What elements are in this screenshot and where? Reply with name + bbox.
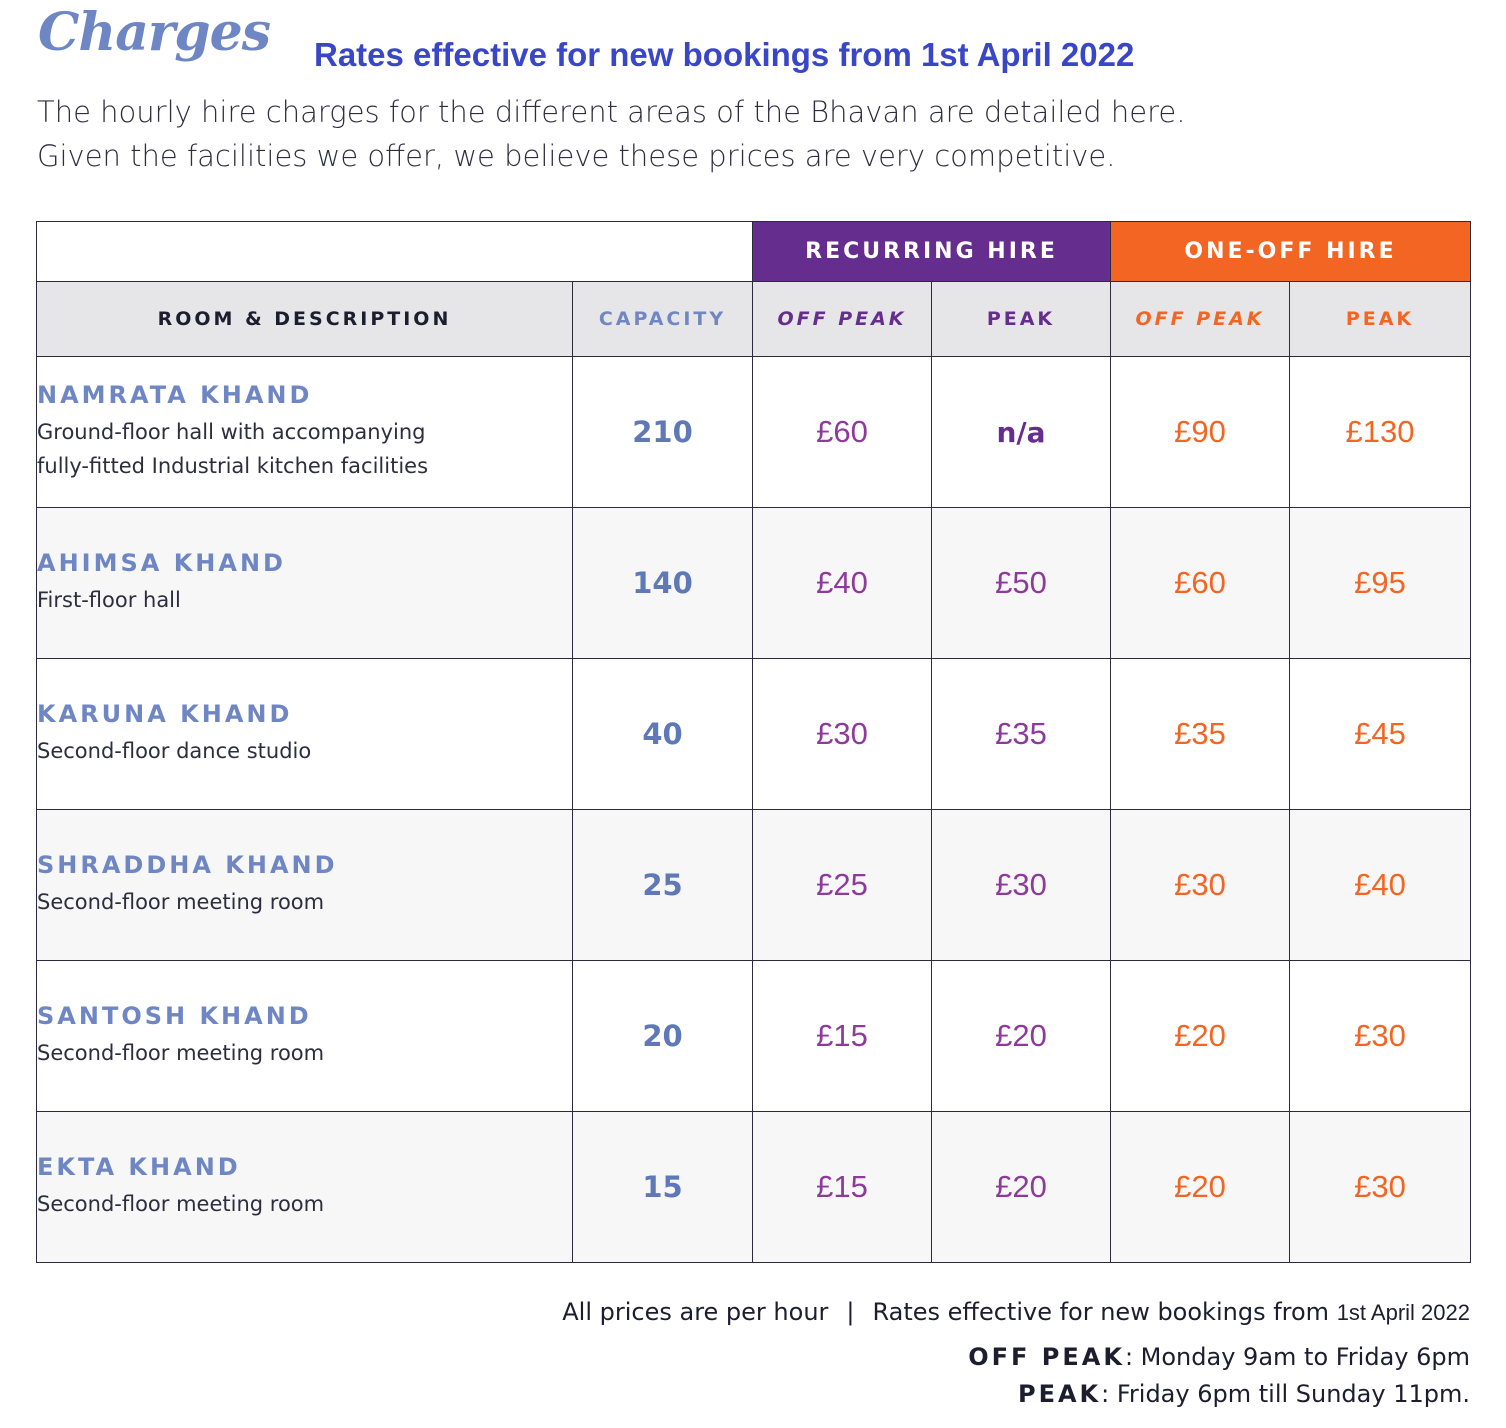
col-capacity: CAPACITY — [573, 282, 753, 357]
one-off-off-peak-price: £90 — [1111, 357, 1290, 508]
recurring-peak-price: £20 — [932, 1112, 1111, 1263]
group-header-row — [37, 222, 1471, 282]
off-peak-key: OFF PEAK — [968, 1343, 1125, 1371]
room-cell — [37, 810, 573, 961]
table-row — [37, 659, 1471, 810]
capacity-cell: 25 — [573, 810, 753, 961]
one-off-off-peak-price: £20 — [1111, 1112, 1290, 1263]
one-off-peak-price: £30 — [1290, 961, 1471, 1112]
room-description: Second-floor meeting room — [37, 890, 325, 914]
room-description: First-floor hall — [37, 588, 181, 612]
room-cell — [37, 508, 573, 659]
table-row — [37, 508, 1471, 659]
recurring-off-peak-price: £25 — [753, 810, 932, 961]
footer-separator: | — [846, 1298, 855, 1326]
capacity-cell: 210 — [573, 357, 753, 508]
recurring-peak-price: £50 — [932, 508, 1111, 659]
one-off-off-peak-price: £20 — [1111, 961, 1290, 1112]
one-off-off-peak-price: £60 — [1111, 508, 1290, 659]
room-name: SANTOSH KHAND — [37, 1002, 312, 1030]
peak-value: : Friday 6pm till Sunday 11pm. — [1101, 1380, 1470, 1408]
peak-key: PEAK — [1017, 1380, 1102, 1408]
room-cell — [37, 1112, 573, 1263]
effective-date: 1st April 2022 — [1336, 1300, 1470, 1325]
col-room-description: ROOM & DESCRIPTION — [37, 282, 573, 357]
col-recurring-off-peak: OFF PEAK — [753, 282, 932, 357]
table-row — [37, 961, 1471, 1112]
intro-text — [37, 90, 1337, 178]
room-cell — [37, 961, 573, 1112]
group-blank-cell — [37, 222, 753, 282]
room-description: Second-floor dance studio — [37, 739, 312, 763]
one-off-peak-price: £40 — [1290, 810, 1471, 961]
table-row — [37, 810, 1471, 961]
room-name: NAMRATA KHAND — [37, 381, 313, 409]
one-off-peak-price: £95 — [1290, 508, 1471, 659]
recurring-hire-header: RECURRING HIRE — [753, 222, 1111, 282]
column-header-row — [37, 282, 1471, 357]
col-one-off-peak: PEAK — [1290, 282, 1471, 357]
intro-line-2: Given the facilities we offer, we believe these prices are very competitive. — [37, 139, 1116, 173]
one-off-off-peak-price: £30 — [1111, 810, 1290, 961]
recurring-peak-price: £30 — [932, 810, 1111, 961]
rates-effective-heading: Rates effective for new bookings from 1st April 2022 — [314, 36, 1135, 73]
recurring-off-peak-price: £60 — [753, 357, 932, 508]
room-name: SHRADDHA KHAND — [37, 851, 338, 879]
one-off-hire-header: ONE-OFF HIRE — [1111, 222, 1471, 282]
capacity-cell: 15 — [573, 1112, 753, 1263]
charges-table — [36, 221, 1471, 1263]
col-one-off-off-peak: OFF PEAK — [1111, 282, 1290, 357]
capacity-cell: 40 — [573, 659, 753, 810]
recurring-off-peak-price: £30 — [753, 659, 932, 810]
room-description: Second-floor meeting room — [37, 1192, 325, 1216]
recurring-off-peak-price: £40 — [753, 508, 932, 659]
room-cell — [37, 659, 573, 810]
one-off-peak-price: £30 — [1290, 1112, 1471, 1263]
off-peak-definition — [968, 1343, 1470, 1371]
col-recurring-peak: PEAK — [932, 282, 1111, 357]
room-name: EKTA KHAND — [37, 1153, 241, 1181]
page-title: Charges — [38, 2, 271, 63]
one-off-off-peak-price: £35 — [1111, 659, 1290, 810]
peak-definition — [1018, 1380, 1470, 1408]
room-name: AHIMSA KHAND — [37, 549, 286, 577]
table-row — [37, 357, 1471, 508]
room-name: KARUNA KHAND — [37, 700, 293, 728]
room-description-line-2: fully-fitted Industrial kitchen facilities — [37, 454, 429, 478]
recurring-peak-price: n/a — [932, 357, 1111, 508]
capacity-cell: 20 — [573, 961, 753, 1112]
off-peak-value: : Monday 9am to Friday 6pm — [1124, 1343, 1470, 1371]
room-description: Second-floor meeting room — [37, 1041, 325, 1065]
one-off-peak-price: £130 — [1290, 357, 1471, 508]
table-row — [37, 1112, 1471, 1263]
per-hour-note: All prices are per hour — [562, 1298, 829, 1326]
room-cell — [37, 357, 573, 508]
intro-line-1: The hourly hire charges for the different areas of the Bhavan are detailed here. — [37, 95, 1186, 129]
capacity-cell: 140 — [573, 508, 753, 659]
footer-pricing-note — [562, 1298, 1470, 1326]
recurring-off-peak-price: £15 — [753, 961, 932, 1112]
recurring-peak-price: £20 — [932, 961, 1111, 1112]
room-description: Ground-floor hall with accompanying — [37, 420, 426, 444]
effective-text: Rates effective for new bookings from — [872, 1298, 1330, 1326]
recurring-peak-price: £35 — [932, 659, 1111, 810]
one-off-peak-price: £45 — [1290, 659, 1471, 810]
recurring-off-peak-price: £15 — [753, 1112, 932, 1263]
